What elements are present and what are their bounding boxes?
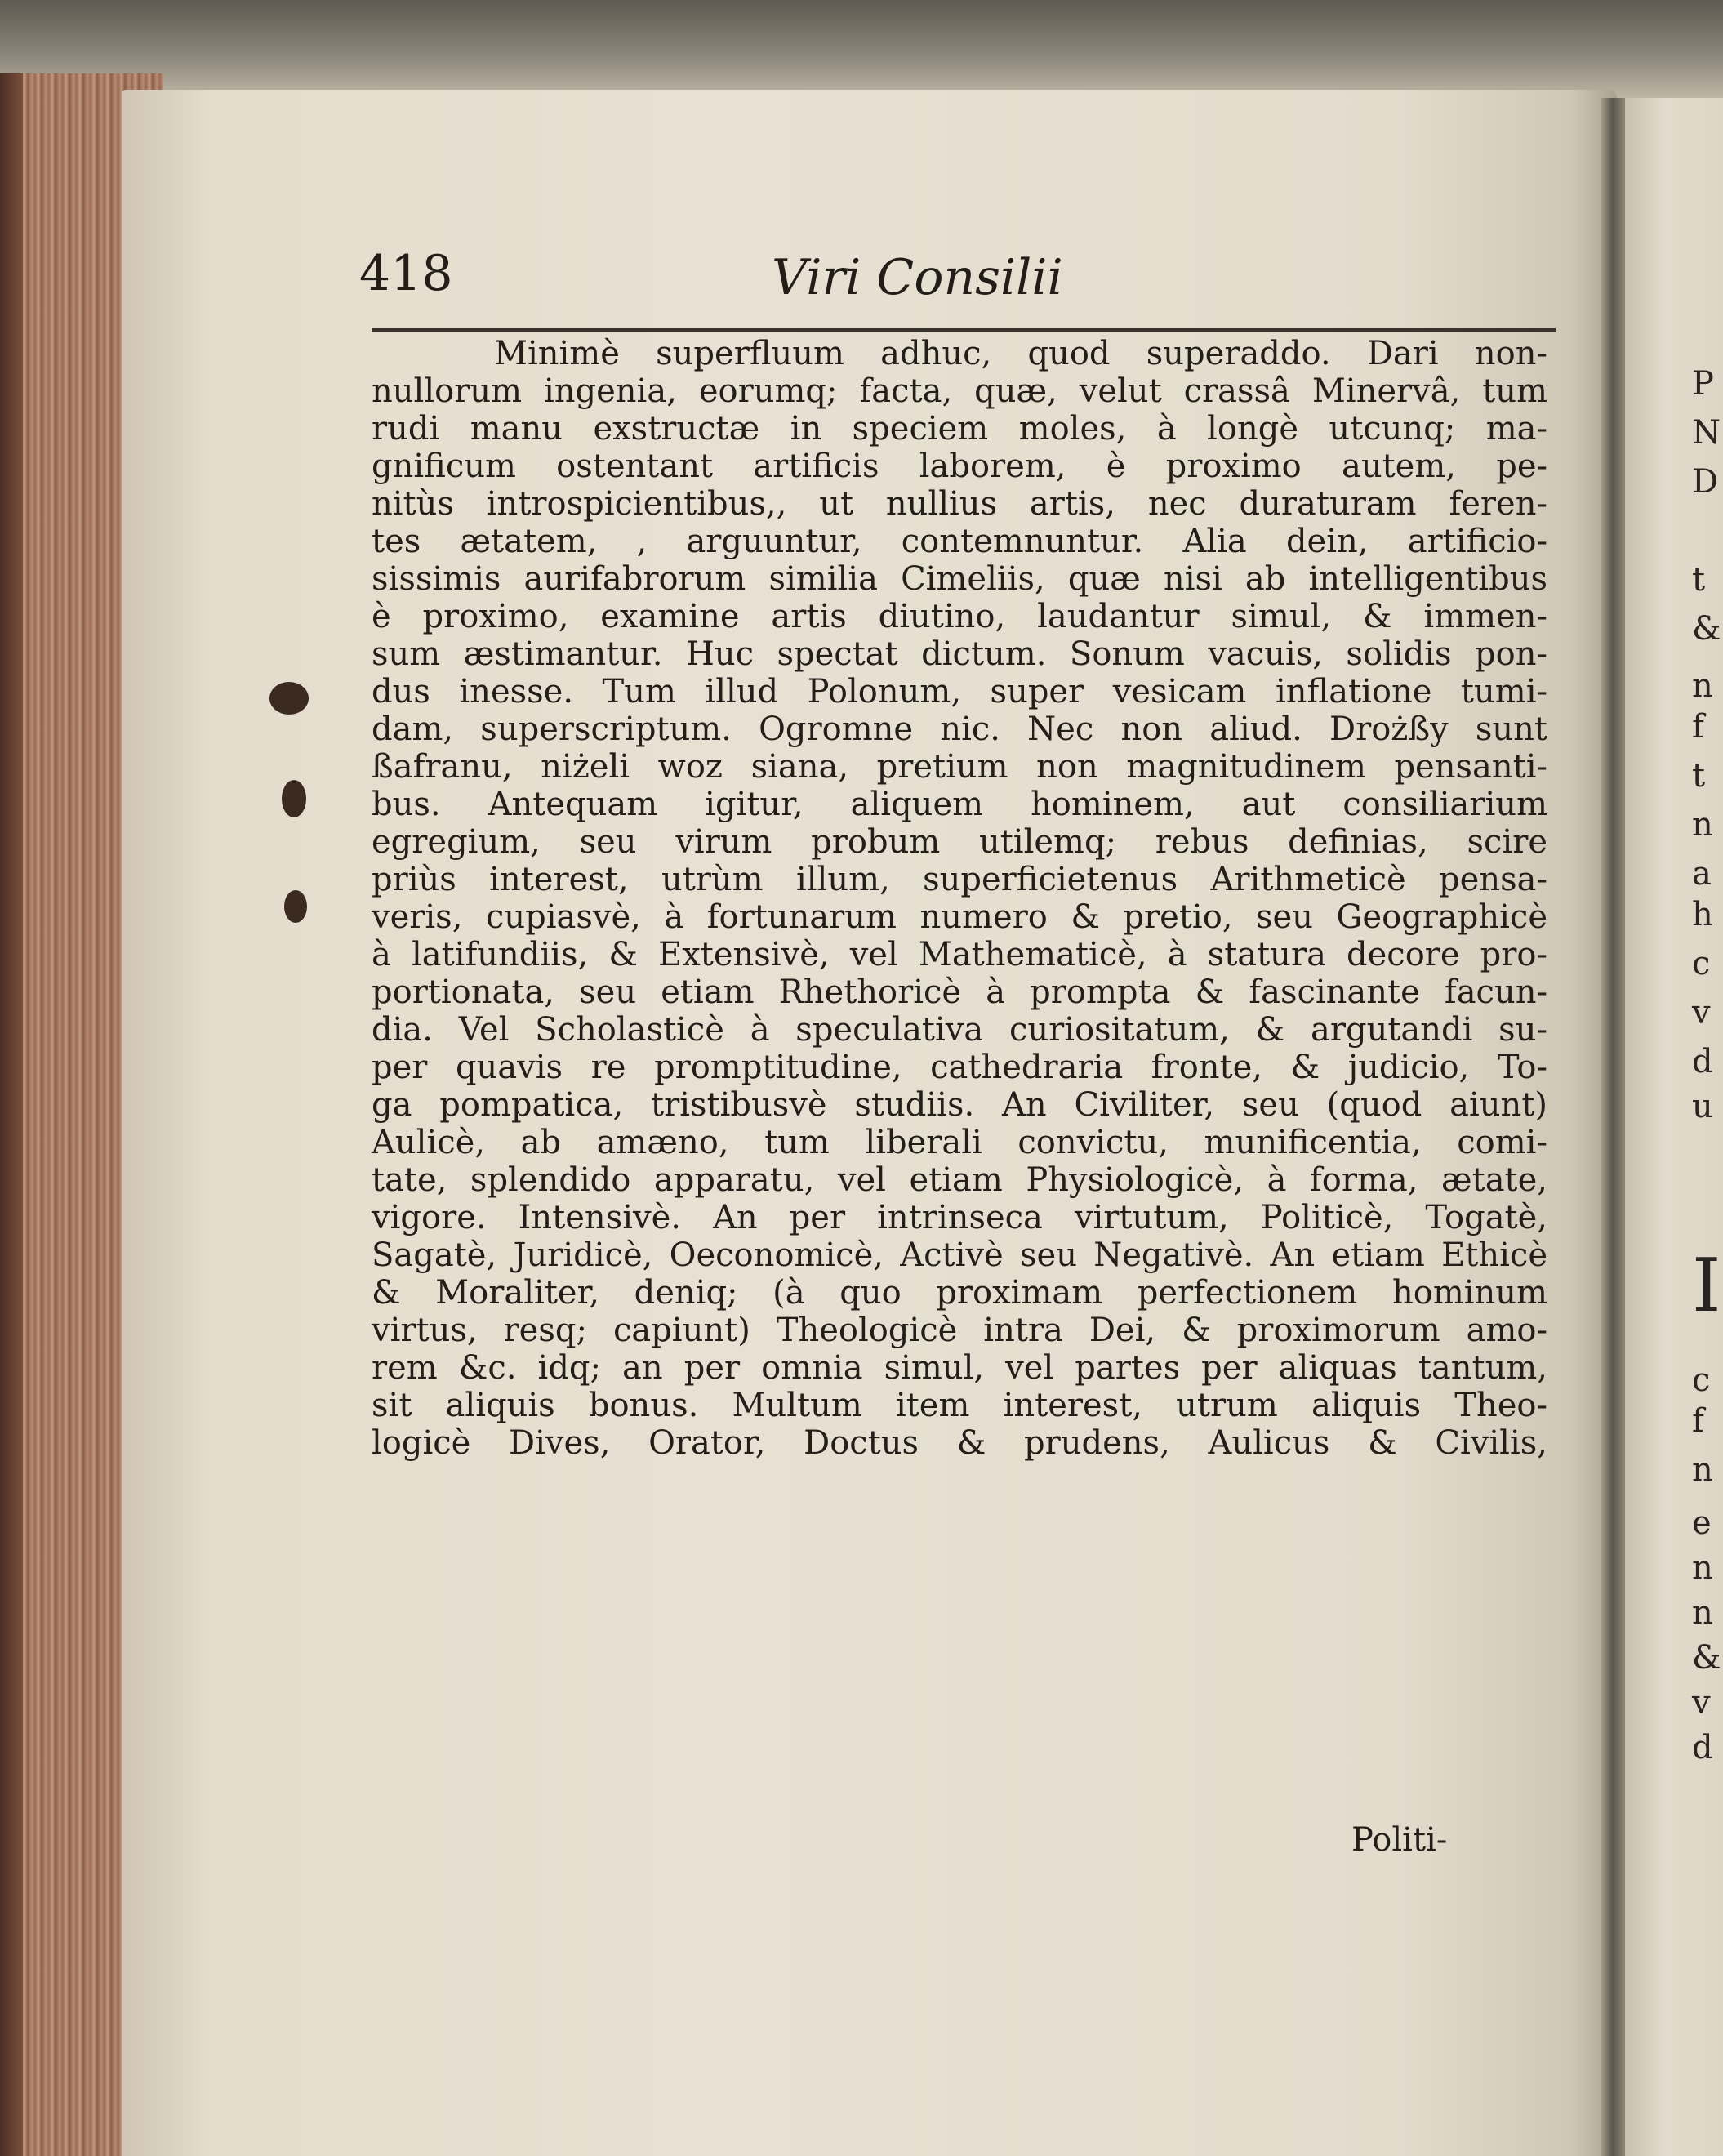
text-line: vigore. Intensivè. An per intrinseca virtutum, Politicè, Togatè, <box>372 1199 1547 1236</box>
text-line: gnificum ostentant artificis laborem, è proximo autem, pe- <box>372 448 1547 485</box>
text-line: sum æstimantur. Huc spectat dictum. Sonum vacuis, solidis pon- <box>372 635 1547 673</box>
text-line: egregium, seu virum probum utilemq; rebus definias, scire <box>372 823 1547 861</box>
text-line: tate, splendido apparatu, vel etiam Physiologicè, à forma, ætate, <box>372 1161 1547 1199</box>
text-line: & Moraliter, deniq; (à quo proximam perfectionem hominum <box>372 1274 1547 1312</box>
book-top-edge <box>0 0 1723 98</box>
text-line: virtus, resq; capiunt) Theologicè intra Dei, & proximorum amo- <box>372 1312 1547 1349</box>
text-line: veris, cupiasvè, à fortunarum numero & pretio, seu Geographicè <box>372 898 1547 936</box>
fragment: c <box>1692 1361 1711 1399</box>
text-line: dam, superscriptum. Ogromne nic. Nec non aliud. Drożßy sunt <box>372 710 1547 748</box>
text-line: ßafranu, niżeli woz siana, pretium non magnitudinem pensanti- <box>372 748 1547 786</box>
fragment: n <box>1692 806 1713 844</box>
ink-blot <box>269 682 309 715</box>
catchword: Politi- <box>1351 1821 1448 1859</box>
text-line: portionata, seu etiam Rhethoricè à prompta & fascinante facun- <box>372 973 1547 1011</box>
fragment: N <box>1692 414 1721 452</box>
text-line: dus inesse. Tum illud Polonum, super vesicam inflatione tumi- <box>372 673 1547 710</box>
fragment: P <box>1692 365 1714 403</box>
fragment: f <box>1692 1402 1704 1440</box>
fragment: v <box>1692 994 1711 1031</box>
fragment: n <box>1692 667 1713 705</box>
text-line: nitùs introspicientibus,, ut nullius artis, nec duraturam feren- <box>372 485 1547 523</box>
fragment: u <box>1692 1088 1713 1125</box>
fragment: n <box>1692 1451 1713 1489</box>
text-line: per quavis re promptitudine, cathedraria fronte, & judicio, To- <box>372 1049 1547 1086</box>
text-line: rudi manu exstructæ in speciem moles, à longè utcunq; ma- <box>372 410 1547 448</box>
text-line: Minimè superfluum adhuc, quod superaddo. Dari non- <box>494 335 1547 372</box>
book-gutter <box>1601 98 1625 2156</box>
text-line: è proximo, examine artis diutino, laudantur simul, & immen- <box>372 598 1547 635</box>
fragment: v <box>1692 1684 1711 1722</box>
fragment: & <box>1692 1639 1721 1677</box>
fragment: a <box>1692 855 1712 893</box>
text-line: Aulicè, ab amæno, tum liberali convictu, munificentia, comi- <box>372 1124 1547 1161</box>
fragment: n <box>1692 1549 1713 1587</box>
book-binding <box>0 74 23 2156</box>
text-line: à latifundiis, & Extensivè, vel Mathematicè, à statura decore pro- <box>372 936 1547 973</box>
fragment: I <box>1692 1243 1721 1329</box>
text-line: sissimis aurifabrorum similia Cimeliis, quæ nisi ab intelligentibus <box>372 560 1547 598</box>
header-rule <box>372 328 1556 332</box>
text-line: sit aliquis bonus. Multum item interest, utrum aliquis Theo- <box>372 1387 1547 1424</box>
page-number: 418 <box>359 245 453 302</box>
fragment: n <box>1692 1594 1713 1632</box>
text-line: priùs interest, utrùm illum, superficietenus Arithmeticè pensa- <box>372 861 1547 898</box>
fragment: t <box>1692 561 1706 599</box>
fragment: D <box>1692 463 1719 501</box>
ink-blot <box>284 890 307 923</box>
right-page <box>1625 98 1723 2156</box>
ink-blot <box>282 780 306 817</box>
text-line: tes ætatem, , arguuntur, contemnuntur. Alia dein, artificio- <box>372 523 1547 560</box>
fragment: e <box>1692 1504 1712 1542</box>
fragment: t <box>1692 757 1706 795</box>
fragment: f <box>1692 708 1704 746</box>
fragment: h <box>1692 896 1713 933</box>
fragment: c <box>1692 945 1711 982</box>
fragment: d <box>1692 1729 1713 1766</box>
fragment: d <box>1692 1043 1713 1080</box>
running-head: Viri Consilii <box>772 249 1063 306</box>
text-line: logicè Dives, Orator, Doctus & prudens, Aulicus & Civilis, <box>372 1424 1547 1462</box>
text-line: nullorum ingenia, eorumq; facta, quæ, velut crassâ Minervâ, tum <box>372 372 1547 410</box>
text-line: ga pompatica, tristibusvè studiis. An Civiliter, seu (quod aiunt) <box>372 1086 1547 1124</box>
text-line: rem &c. idq; an per omnia simul, vel partes per aliquas tantum, <box>372 1349 1547 1387</box>
fragment: & <box>1692 610 1721 648</box>
body-text <box>372 335 1547 1462</box>
text-line: bus. Antequam igitur, aliquem hominem, aut consiliarium <box>372 786 1547 823</box>
text-line: dia. Vel Scholasticè à speculativa curiositatum, & argutandi su- <box>372 1011 1547 1049</box>
text-line: Sagatè, Juridicè, Oeconomicè, Activè seu Negativè. An etiam Ethicè <box>372 1236 1547 1274</box>
